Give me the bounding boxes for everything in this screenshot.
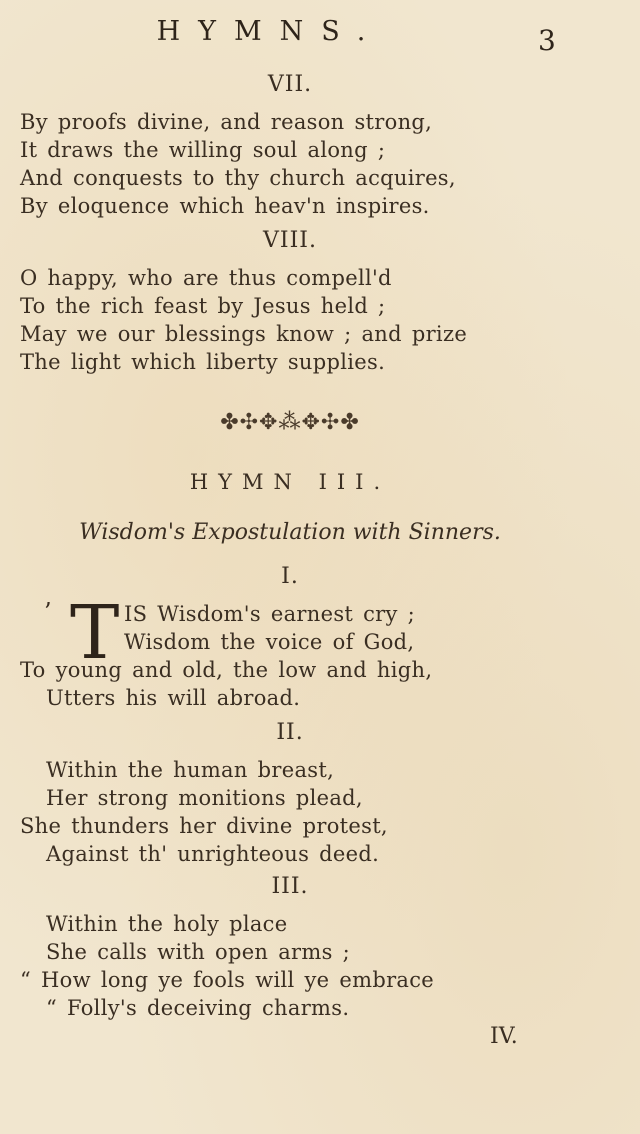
verse-line: Within the human breast,	[46, 758, 335, 782]
verse-line: By proofs divine, and reason strong,	[20, 110, 433, 134]
ornament-divider: ✤✣✥⁂✥✣✤	[220, 410, 360, 435]
stanza-number-ii: II.	[276, 720, 304, 745]
verse-line: Her strong monitions plead,	[46, 786, 363, 810]
catchword: IV.	[490, 1024, 518, 1049]
verse-line: IS Wisdom's earnest cry ;	[124, 602, 416, 626]
verse-line: It draws the willing soul along ;	[20, 138, 386, 162]
stanza-number-iii: III.	[271, 874, 309, 899]
hymn-title: HYMN III.	[189, 470, 391, 494]
verse-line: To young and old, the low and high,	[20, 658, 433, 682]
verse-line: Within the holy place	[46, 912, 288, 936]
running-head: HYMNS.	[156, 16, 384, 47]
drop-quote: ’	[44, 598, 52, 626]
verse-line: By eloquence which heav'n inspires.	[20, 194, 430, 218]
verse-line: May we our blessings know ; and prize	[20, 322, 468, 346]
stanza-number-vii: VII.	[267, 72, 313, 97]
hymn-subtitle: Wisdom's Expostulation with Sinners.	[79, 520, 501, 545]
verse-line: She thunders her divine protest,	[20, 814, 388, 838]
verse-line: To the rich feast by Jesus held ;	[20, 294, 386, 318]
page-number: 3	[538, 24, 556, 57]
verse-line: Wisdom the voice of God,	[124, 630, 415, 654]
stanza-number-i: I.	[281, 564, 299, 589]
verse-line: She calls with open arms ;	[46, 940, 351, 964]
stanza-number-viii: VIII.	[263, 228, 317, 253]
verse-line: “ How long ye fools will ye embrace	[20, 968, 435, 992]
verse-line: Utters his will abroad.	[46, 686, 301, 710]
drop-cap: T	[70, 590, 120, 676]
verse-line: The light which liberty supplies.	[20, 350, 386, 374]
verse-line: And conquests to thy church acquires,	[20, 166, 456, 190]
verse-line: Against th' unrighteous deed.	[46, 842, 380, 866]
verse-line: O happy, who are thus compell'd	[20, 266, 392, 290]
verse-line: “ Folly's deceiving charms.	[46, 996, 350, 1020]
